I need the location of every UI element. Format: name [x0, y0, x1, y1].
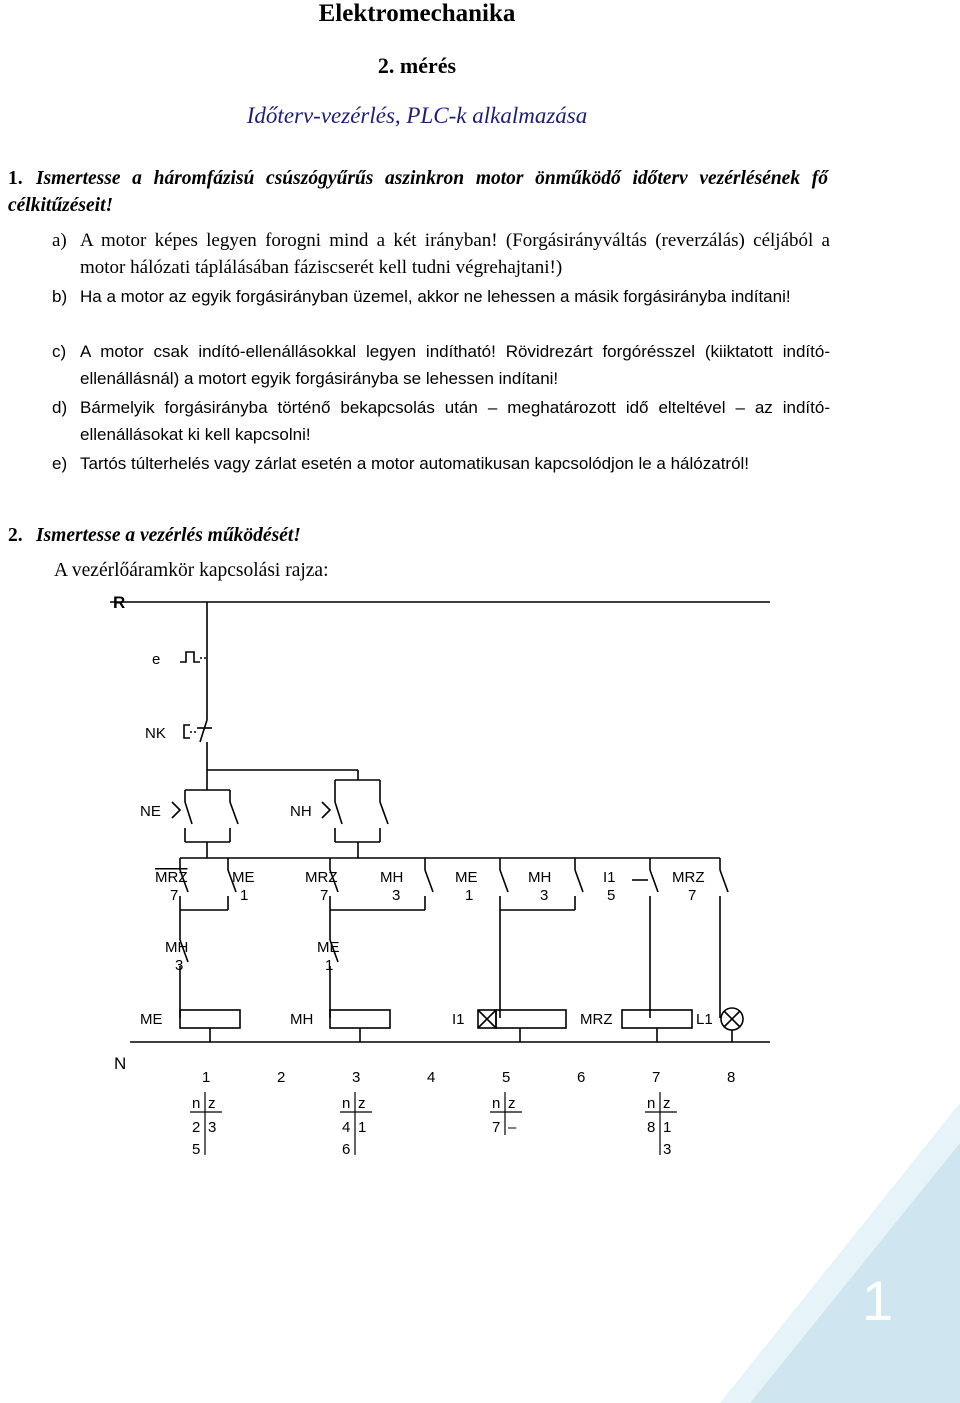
- contact-i1-5-num: 5: [607, 887, 616, 904]
- list-item-label: c): [52, 342, 67, 361]
- nh-label: NH: [290, 803, 312, 820]
- table-cell: 3: [208, 1119, 217, 1136]
- thermal-relay-symbol: [180, 652, 200, 662]
- push-symbol: [172, 802, 180, 818]
- no-contact: [230, 802, 238, 824]
- column-number: 4: [427, 1069, 436, 1086]
- list-item-text: Ha a motor az egyik forgásirányban üzemel, akkor ne lehessen a másik forgásirányba indítani!: [80, 287, 791, 306]
- question-1-number: 1.: [8, 168, 23, 189]
- question-2-text: Ismertesse a vezérlés működését!: [36, 525, 301, 546]
- table-z: z: [663, 1095, 671, 1112]
- ne-label: NE: [140, 803, 161, 820]
- list-item-text: Bármelyik forgásirányba történő bekapcsolás után – meghatározott idő elteltével – az indító-ellenállásokat ki kell kapcsolni!: [80, 398, 830, 444]
- contact-mrz-7-b-num: 7: [320, 887, 329, 904]
- list-item-e: [52, 450, 830, 477]
- contact-table-4: [645, 1092, 677, 1158]
- document-subtitle: 2. mérés: [377, 53, 457, 78]
- schematic-caption: A vezérlőáramkör kapcsolási rajza:: [54, 560, 329, 581]
- document-title: Elektromechanika: [318, 0, 516, 27]
- contact-table-1: [190, 1092, 222, 1158]
- coil-i1: [496, 1010, 566, 1028]
- contact-mrz-7-a: MRZ: [155, 869, 188, 886]
- page-number: 1: [862, 1269, 894, 1332]
- table-z: z: [208, 1095, 216, 1112]
- table-cell: 6: [342, 1141, 351, 1158]
- no-contact: [425, 870, 433, 892]
- contact-mh-3-b: MH: [528, 869, 552, 886]
- nk-label: NK: [145, 725, 166, 742]
- timed-contact: [650, 870, 658, 892]
- no-contact: [720, 870, 728, 892]
- list-item-label: a): [52, 230, 67, 251]
- list-item-b: [52, 283, 830, 310]
- push-symbol: [322, 802, 330, 818]
- corner-decoration: [720, 1103, 960, 1403]
- table-cell: 5: [192, 1141, 201, 1158]
- table-n: n: [492, 1095, 501, 1112]
- question-2-number: 2.: [8, 525, 23, 546]
- contact-me-1-b: ME: [455, 869, 478, 886]
- table-cell: 1: [663, 1119, 672, 1136]
- contact-table-3: [490, 1092, 522, 1136]
- corner-triangle: [750, 1143, 960, 1403]
- list-item-d: [52, 394, 830, 448]
- column-number: 6: [577, 1069, 586, 1086]
- contact-me-1-b-num: 1: [465, 887, 474, 904]
- list-item-label: d): [52, 398, 68, 417]
- table-cell: 2: [192, 1119, 201, 1136]
- list-item-text: Tartós túlterhelés vagy zárlat esetén a motor automatikusan kapcsolódjon le a hálózatról!: [80, 454, 750, 473]
- nc-contact: [200, 720, 207, 742]
- list-item-label: b): [52, 287, 68, 306]
- contact-mh-3-b-num: 3: [540, 887, 549, 904]
- table-cell: 3: [663, 1141, 672, 1158]
- column-number: 7: [652, 1069, 661, 1086]
- question-1: [8, 165, 828, 219]
- coil-label-l1: L1: [696, 1011, 713, 1028]
- contact-mh-3-c: MH: [165, 939, 189, 956]
- table-cell: 4: [342, 1119, 351, 1136]
- no-contact: [185, 802, 192, 824]
- contact-mh-3-c-num: 3: [175, 957, 184, 974]
- coil-label-mh: MH: [290, 1011, 314, 1028]
- contact-me-1-a: ME: [232, 869, 255, 886]
- table-cell: –: [508, 1119, 517, 1136]
- table-cell: 8: [647, 1119, 656, 1136]
- column-number: 5: [502, 1069, 511, 1086]
- no-contact: [335, 802, 342, 824]
- list-item-text: A motor csak indító-ellenállásokkal legyen indítható! Rövidrezárt forgórésszel (kiiktatott indító-ellenállásnál) a motort egyik forgásirányba se lehessen indítani!: [80, 342, 830, 388]
- column-number: 1: [202, 1069, 211, 1086]
- column-number: 3: [352, 1069, 361, 1086]
- column-numbers: [202, 1069, 735, 1086]
- coil-label-i1: I1: [452, 1011, 465, 1028]
- table-cell: 1: [358, 1119, 367, 1136]
- list-item-text: A motor képes legyen forogni mind a két irányban! (Forgásirányváltás (reverzálás) céljából a motor hálózati táplálásában fáziscserét kell tudni végrehajtani!): [80, 230, 830, 278]
- column-number: 8: [727, 1069, 736, 1086]
- no-contact: [500, 870, 508, 892]
- coil-label-mrz: MRZ: [580, 1011, 613, 1028]
- document-subtitle-italic: Időterv-vezérlés, PLC-k alkalmazása: [246, 103, 588, 128]
- no-contact: [380, 802, 388, 824]
- table-z: z: [508, 1095, 516, 1112]
- contact-me-1-c-num: 1: [325, 957, 334, 974]
- contact-mrz-7-c: MRZ: [672, 869, 705, 886]
- coil-mrz: [622, 1010, 692, 1028]
- rail-r-label: R: [113, 593, 126, 612]
- contact-i1-5: I1: [603, 869, 616, 886]
- e-label: e: [152, 651, 161, 668]
- control-circuit-schematic: [0, 580, 960, 1160]
- no-contact: [575, 870, 583, 892]
- contact-me-1-c: ME: [317, 939, 340, 956]
- column-number: 2: [277, 1069, 286, 1086]
- contact-mrz-7-a-num: 7: [170, 887, 179, 904]
- contact-mrz-7-b: MRZ: [305, 869, 338, 886]
- table-n: n: [192, 1095, 201, 1112]
- table-n: n: [647, 1095, 656, 1112]
- list-item-a: [52, 227, 830, 281]
- push-symbol: [184, 725, 190, 738]
- coil-me: [180, 1010, 240, 1028]
- rail-n-label: N: [114, 1054, 127, 1073]
- coil-labels: [140, 1011, 713, 1028]
- question-1-text: Ismertesse a háromfázisú csúszógyűrűs aszinkron motor önműködő időterv vezérlésének fő célkitűzéseit!: [8, 168, 828, 216]
- contact-table-2: [340, 1092, 372, 1158]
- list-item-label: e): [52, 454, 68, 473]
- table-cell: 7: [492, 1119, 501, 1136]
- coil-label-me: ME: [140, 1011, 163, 1028]
- contact-mh-3-a-num: 3: [392, 887, 401, 904]
- table-z: z: [358, 1095, 366, 1112]
- question-2: [8, 522, 828, 549]
- list-item-c: [52, 338, 830, 392]
- coil-mh: [330, 1010, 390, 1028]
- contact-mrz-7-c-num: 7: [688, 887, 697, 904]
- contact-mh-3-a: MH: [380, 869, 404, 886]
- table-n: n: [342, 1095, 351, 1112]
- contact-me-1-a-num: 1: [240, 887, 249, 904]
- contact-row: [180, 858, 728, 1018]
